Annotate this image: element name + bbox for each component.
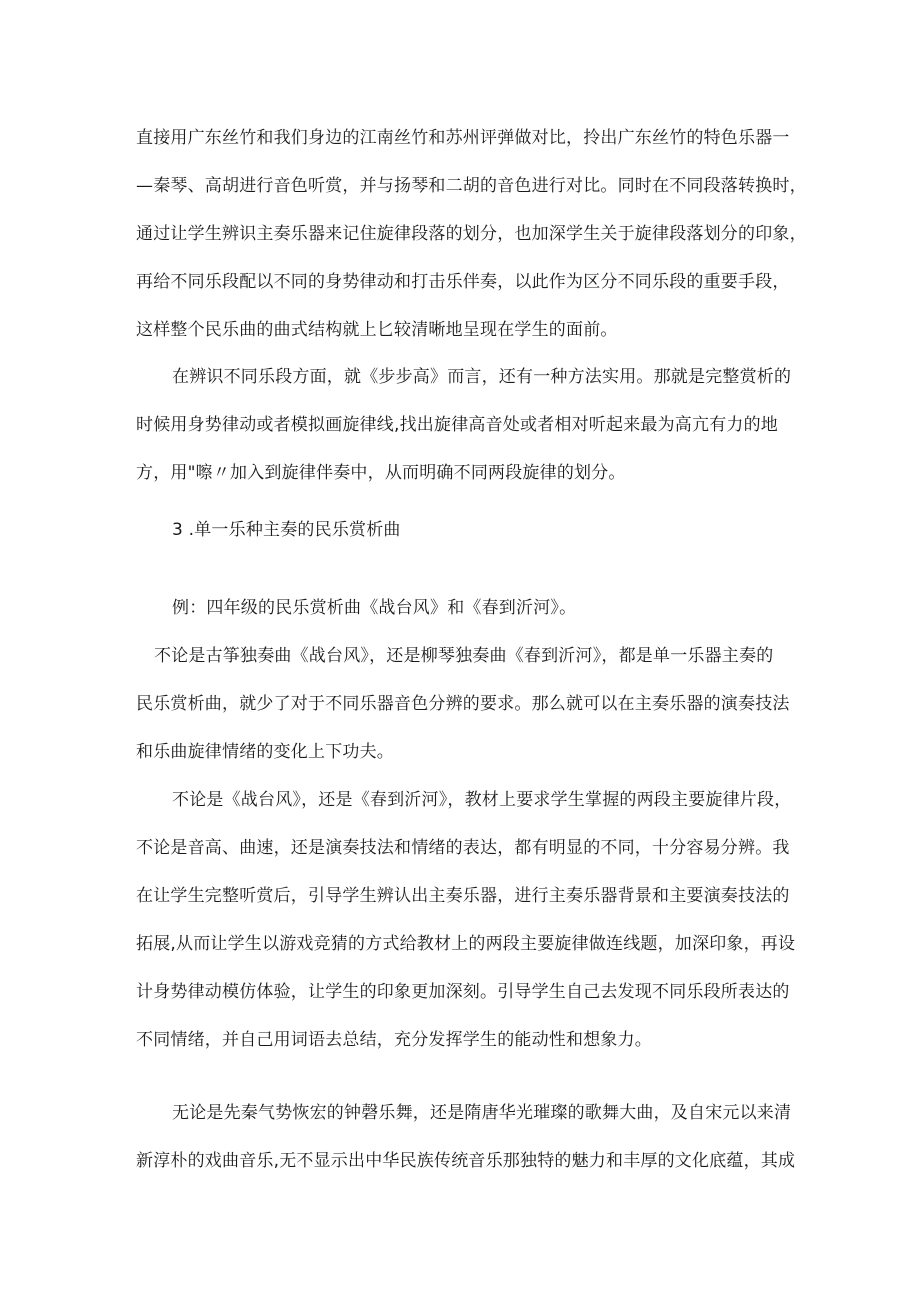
text-line: 这样整个民乐曲的曲式结构就上匕较清晰地呈现在学生的面前。 xyxy=(136,320,618,340)
text-line: 拓展,从而让学生以游戏竞猜的方式给教材上的两段主要旋律做连线题，加深印象，再设 xyxy=(136,934,796,954)
text-line: 和乐曲旋律情绪的变化上下功夫。 xyxy=(136,742,394,762)
text-line: 不同情绪，并自己用词语去总结，充分发挥学生的能动性和想象力。 xyxy=(136,1030,652,1050)
text-line: 通过让学生辨识主奏乐器来记住旋律段落的划分，也加深学生关于旋律段落划分的印象， xyxy=(136,224,807,244)
text-line: 不论是古筝独奏曲《战台风》，还是柳琴独奏曲《春到沂河》，都是单一乐器主奏的 xyxy=(154,646,774,666)
text-line: 方，用"嚓〃加入到旋律伴奏中，从而明确不同两段旋律的划分。 xyxy=(136,463,626,483)
text-line: 无论是先秦气势恢宏的钟磬乐舞，还是隋唐华光璀璨的歌舞大曲，及自宋元以来清 xyxy=(172,1103,792,1123)
text-line: 再给不同乐段配以不同的身势律动和打击乐伴奏，以此作为区分不同乐段的重要手段， xyxy=(136,272,790,292)
text-line: 直接用广东丝竹和我们身边的江南丝竹和苏州评弹做对比，拎出广东丝竹的特色乐器一 xyxy=(136,128,790,148)
text-line: 不论是音高、曲速，还是演奏技法和情绪的表达，都有明显的不同，十分容易分辨。我 xyxy=(136,838,790,858)
text-line: 不论是《战台风》，还是《春到沂河》，教材上要求学生掌握的两段主要旋律片段， xyxy=(172,790,792,810)
text-line: 在让学生完整听赏后，引导学生辨认出主奏乐器，进行主奏乐器背景和主要演奏技法的 xyxy=(136,886,790,906)
text-line: 计身势律动模仿体验，让学生的印象更加深刻。引导学生自己去发现不同乐段所表达的 xyxy=(136,982,790,1002)
text-line: 在辨识不同乐段方面，就《步步高》而言，还有一种方法实用。那就是完整赏析的 xyxy=(172,367,792,387)
text-line: 新淳朴的戏曲音乐,无不显示出中华民族传统音乐那独特的魅力和丰厚的文化底蕴，其成 xyxy=(136,1151,796,1171)
text-line: 例：四年级的民乐赏析曲《战台风》和《春到沂河》。 xyxy=(172,598,577,618)
text-line: 时候用身势律动或者模拟画旋律线,找出旋律高音处或者相对听起来最为高亢有力的地 xyxy=(136,415,779,435)
text-line: 民乐赏析曲，就少了对于不同乐器音色分辨的要求。那么就可以在主奏乐器的演奏技法 xyxy=(136,694,790,714)
section-heading: 3 .单一乐种主奏的民乐赏析曲 xyxy=(172,520,401,540)
text-line: —秦琴、高胡进行音色听赏，并与扬琴和二胡的音色进行对比。同时在不同段落转换时， xyxy=(136,176,807,196)
